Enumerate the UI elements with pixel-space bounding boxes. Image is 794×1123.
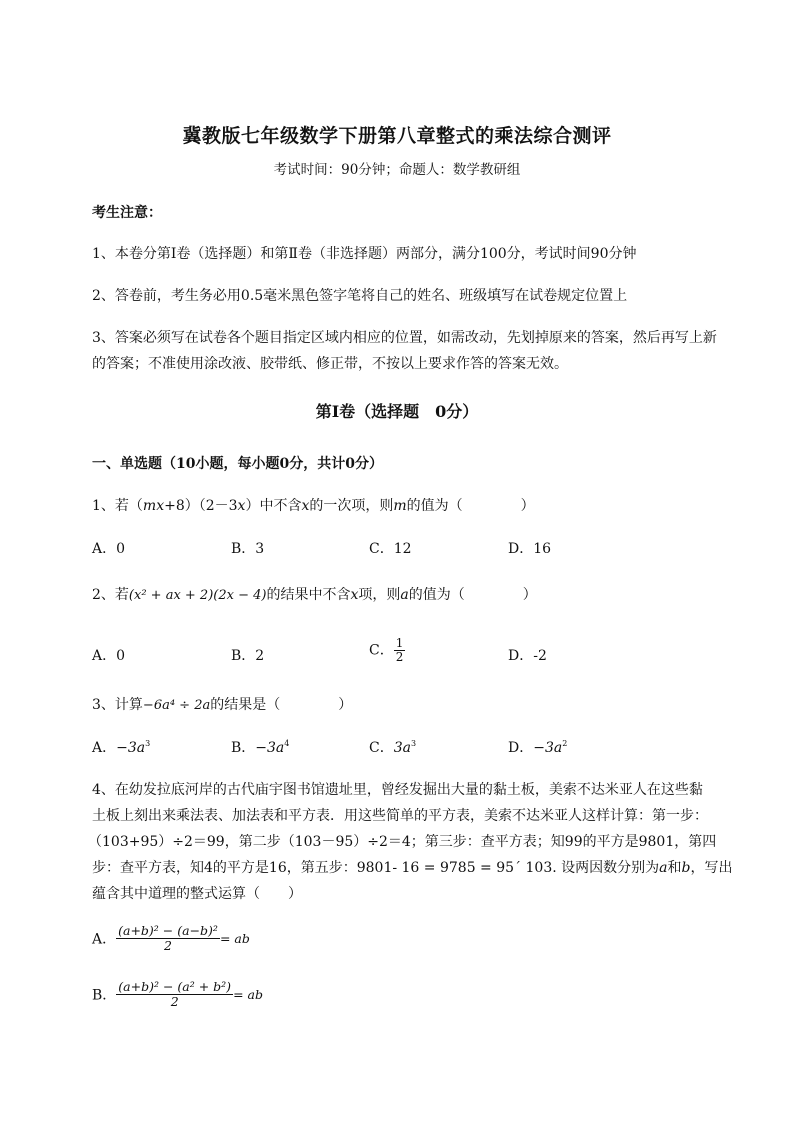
question-4-line-2: 土板上刻出来乘法表、加法表和平方表．用这些简单的平方表，美索不达米亚人这样计算：第一步： <box>92 808 708 824</box>
notice-item-3: 3、答案必须写在试卷各个题目指定区域内相应的位置，如需改动，先划掉原来的答案，然后再写上新 <box>92 330 717 346</box>
notice-item-2: 2、答卷前，考生务必用0.5毫米黑色签字笔将自己的姓名、班级填写在试卷规定位置上 <box>92 288 628 304</box>
q4-option-b: B． $\frac{\text{(a+b)² − (a² + b²)}}{2}$ = ab <box>92 979 263 1009</box>
part-heading: 一、单选题（10小题，每小题0分，共计0分） <box>92 456 383 472</box>
q2-option-d: D．-2 <box>508 648 547 664</box>
notice-item-3-cont: 的答案；不准使用涂改液、胶带纸、修正带，不按以上要求作答的答案无效。 <box>92 356 568 372</box>
q4-option-b-fraction: $\frac{\text{(a+b)² − (a² + b²)}}{2}$ <box>118 979 232 1009</box>
page-subtitle: 考试时间：90分钟；命题人：数学教研组 <box>273 162 521 178</box>
q2-option-b: B．2 <box>231 648 265 664</box>
q3-option-b: B．$-3a^4$ <box>231 739 290 756</box>
q1-option-c: C．12 <box>369 541 412 557</box>
q3-option-d: D．$-3a^2$ <box>508 739 568 756</box>
q1-option-d: D．16 <box>508 541 552 557</box>
q2-option-c: C． $\frac{1}{2}$ <box>369 636 404 665</box>
question-3: 3、计算−6a⁴ ÷ 2a的结果是（ ） <box>92 697 353 713</box>
notice-heading: 考生注意： <box>92 205 162 221</box>
q2-option-a: A．0 <box>92 648 126 664</box>
question-4-line-5: 蕴含其中道理的整式运算（ ） <box>92 886 302 902</box>
question-4-line-3: （103+95）÷2＝99，第二步（103－95）÷2＝4；第三步：查平方表；知99的平方是9801，第四 <box>88 834 717 850</box>
q2-option-c-fraction: $\frac{1}{2}$ <box>395 636 404 665</box>
q3-expression: −6a⁴ ÷ 2a <box>142 698 211 713</box>
page-title: 冀教版七年级数学下册第八章整式的乘法综合测评 <box>182 125 612 147</box>
q4-option-a: A． $\frac{\text{(a+b)² − (a−b)²}}{2}$ = ab <box>92 923 250 953</box>
question-4-line-4: 步：查平方表，知4的平方是16，第五步：9801- 16 = 9785 = 95´ 103. 设两因数分别为a和b，写出 <box>92 860 733 876</box>
q3-option-c: C．$3a^3$ <box>369 739 417 756</box>
question-4-line-1: 4、在幼发拉底河岸的古代庙宇图书馆遗址里，曾经发掘出大量的黏土板，美索不达米亚人在这些黏 <box>92 782 703 798</box>
q3-option-a: A．$-3a^3$ <box>92 739 151 756</box>
q2-expression: (x² + ax + 2)(2x − 4) <box>128 588 267 603</box>
notice-item-1: 1、本卷分第Ⅰ卷（选择题）和第Ⅱ卷（非选择题）两部分，满分100分，考试时间90分钟 <box>92 246 637 262</box>
q1-option-b: B．3 <box>231 541 265 557</box>
question-2: 2、若(x² + ax + 2)(2x − 4)的结果中不含x项，则a的值为（ ） <box>92 587 537 603</box>
question-1: 1、若（mx+8）（2－3x）中不含x的一次项，则m的值为（ ） <box>92 498 535 514</box>
q4-option-a-fraction: $\frac{\text{(a+b)² − (a−b)²}}{2}$ <box>118 923 218 953</box>
q1-option-a: A．0 <box>92 541 126 557</box>
section-title: 第Ⅰ卷（选择题 0分） <box>315 402 479 421</box>
